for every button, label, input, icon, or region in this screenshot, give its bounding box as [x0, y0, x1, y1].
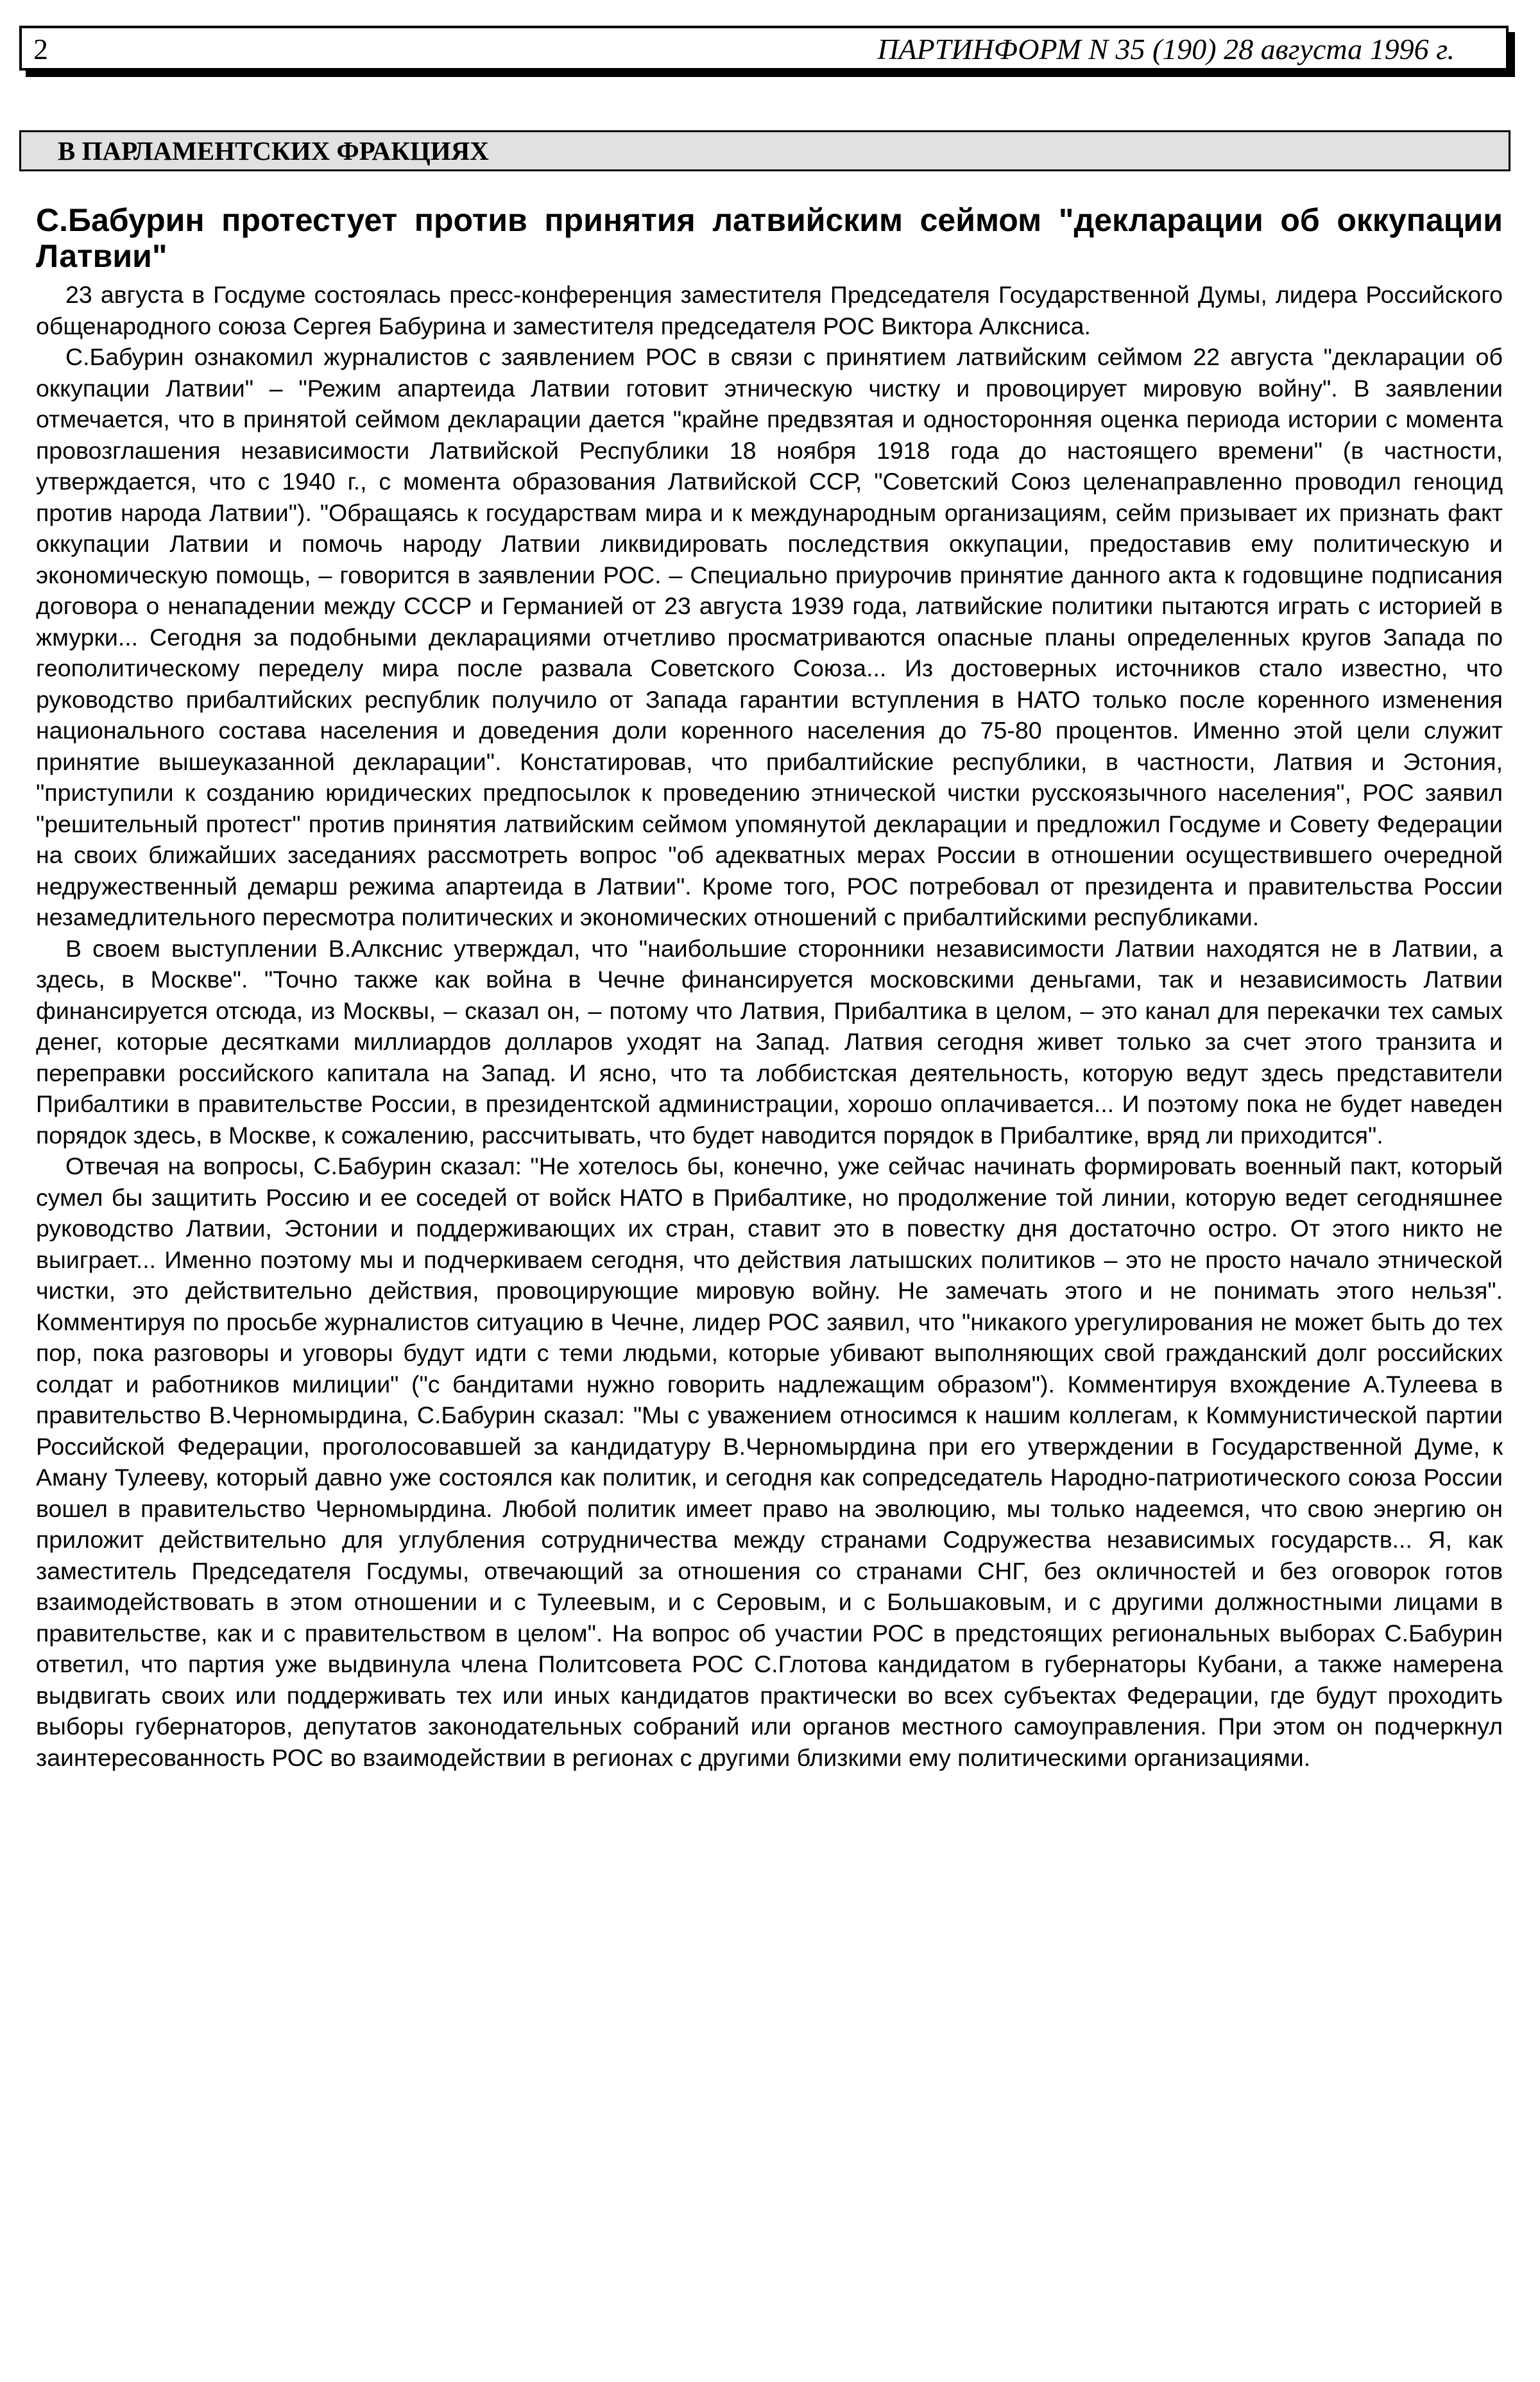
page-header	[19, 26, 1509, 71]
issue-line: ПАРТИНФОРМ N 35 (190) 28 августа 1996 г.	[877, 33, 1455, 65]
page-number: 2	[33, 33, 48, 65]
article-paragraph: В своем выступлении В.Алкснис утверждал, что "наибольшие сторонники независимости Латвии находятся не в Латвии, а здесь, в Москве". "Точно также как война в Чечне финансируется московскими деньгами, так и независимость Латвии финансируется отсюда, из Москвы, – сказал он, – потому что Латвия, Прибалтика в целом, – это канал для перекачки тех самых денег, которые десятками миллиардов долларов уходят на Запад. Латвия сегодня живет только за счет этого транзита и переправки российского капитала на Запад. И ясно, что та лоббистская деятельность, которую ведут здесь представители Прибалтики в правительстве России, в президентской администрации, хорошо оплачивается... И поэтому пока не будет наведен порядок здесь, в Москве, к сожалению, рассчитывать, что будет наводится порядок в Прибалтике, вряд ли приходится".	[36, 934, 1503, 1149]
article-paragraph: С.Бабурин ознакомил журналистов с заявлением РОС в связи с принятием латвийским сеймом 22 августа "декларации об оккупации Латвии" – "Режим апартеида Латвии готовит этническую чистку и провоцирует мировую войну". В заявлении отмечается, что в принятой сеймом декларации дается "крайне предвзятая и односторонняя оценка периода истории с момента провозглашения независимости Латвийской Республики 18 ноября 1918 года до настоящего времени" (в частности, утверждается, что с 1940 г., с момента образования Латвийской ССР, "Советский Союз целенаправленно проводил геноцид против народа Латвии"). "Обращаясь к государствам мира и к международным организациям, сейм призывает их признать факт оккупации Латвии и помочь народу Латвии ликвидировать последствия оккупации, предоставив ему политическую и экономическую помощь, – говорится в заявлении РОС. – Специально приурочив принятие данного акта к годовщине подписания договора о ненападении между СССР и Германией от 23 августа 1939 года, латвийские политики пытаются играть с историей в жмурки... Сегодня за подобными декларациями отчетливо просматриваются опасные планы определенных кругов Запада по геополитическому переделу мира после развала Советского Союза... Из достоверных источников стало известно, что руководство прибалтийских республик получило от Запада гарантии вступления в НАТО только после коренного изменения национального состава населения и доведения доли коренного населения до 75-80 процентов. Именно этой цели служит принятие вышеуказанной декларации". Констатировав, что прибалтийские республики, в частности, Латвия и Эстония, "приступили к созданию юридических предпосылок к проведению этнической чистки русскоязычного населения", РОС заявил "решительный протест" против принятия латвийским сеймом упомянутой декларации и предложил Госдуме и Совету Федерации на своих ближайших заседаниях рассмотреть вопрос "об адекватных мерах России в отношении осуществившего очередной недружественный демарш режима апартеида в Латвии". Кроме того, РОС потребовал от президента и правительства России незамедлительного пересмотра политических и экономических отношений с прибалтийскими республиками.	[36, 343, 1503, 930]
article-title: С.Бабурин протестует против принятия латвийским сеймом "декларации об оккупации Латвии"	[36, 202, 1503, 274]
article-paragraph: 23 августа в Госдуме состоялась пресс-конференция заместителя Председателя Государственной Думы, лидера Российского общенародного союза Сергея Бабурина и заместителя председателя РОС Виктора Алксниса.	[36, 281, 1503, 339]
rubric-title: В ПАРЛАМЕНТСКИХ ФРАКЦИЯХ	[58, 136, 489, 166]
article	[36, 202, 1503, 1773]
article-paragraph: Отвечая на вопросы, С.Бабурин сказал: "Не хотелось бы, конечно, уже сейчас начинать формировать военный пакт, который сумел бы защитить Россию и ее соседей от войск НАТО в Прибалтике, но продолжение той линии, которую ведет сегодняшнее руководство Латвии, Эстонии и поддерживающих их стран, ставит это в повестку дня достаточно остро. От этого никто не выиграет... Именно поэтому мы и подчеркиваем сегодня, что действия латышских политиков – это не просто начало этнической чистки, это действительно действия, провоцирующие мировую войну. Не замечать этого и не понимать этого нельзя". Комментируя по просьбе журналистов ситуацию в Чечне, лидер РОС заявил, что "никакого урегулирования не может быть до тех пор, пока разговоры и уговоры будут идти с теми людьми, которые убивают выполняющих свой гражданский долг российских солдат и работников милиции" ("с бандитами нужно говорить надлежащим образом"). Комментируя вхождение А.Тулеева в правительство В.Черномырдина, С.Бабурин сказал: "Мы с уважением относимся к нашим коллегам, к Коммунистической партии Российской Федерации, проголосовавшей за кандидатуру В.Черномырдина при его утверждении в Государственной Думе, к Аману Тулееву, который давно уже состоялся как политик, и сегодня как сопредседатель Народно-патриотического союза России вошел в правительство Черномырдина. Любой политик имеет право на эволюцию, мы только надеемся, что свою энергию он приложит действительно для углубления сотрудничества между странами Содружества независимых государств... Я, как заместитель Председателя Госдумы, отвечающий за отношения со странами СНГ, без окличностей и без оговорок готов взаимодействовать в этом отношении и с Тулеевым, и с Серовым, и с Большаковым, и с другими должностными лицами в правительстве, как и с правительством в целом". На вопрос об участии РОС в предстоящих региональных выборах С.Бабурин ответил, что партия уже выдвинула члена Политсовета РОС С.Глотова кандидатом в губернаторы Кубани, а также намерена выдвигать своих или поддерживать тех или иных кандидатов практически во всех субъектах Федерации, где будут проходить выборы губернаторов, депутатов законодательных собраний или органов местного самоуправления. При этом он подчеркнул заинтересованность РОС во взаимодействии в регионах с другими близкими ему политическими организациями.	[36, 1152, 1503, 1771]
section-rubric	[19, 130, 1510, 171]
